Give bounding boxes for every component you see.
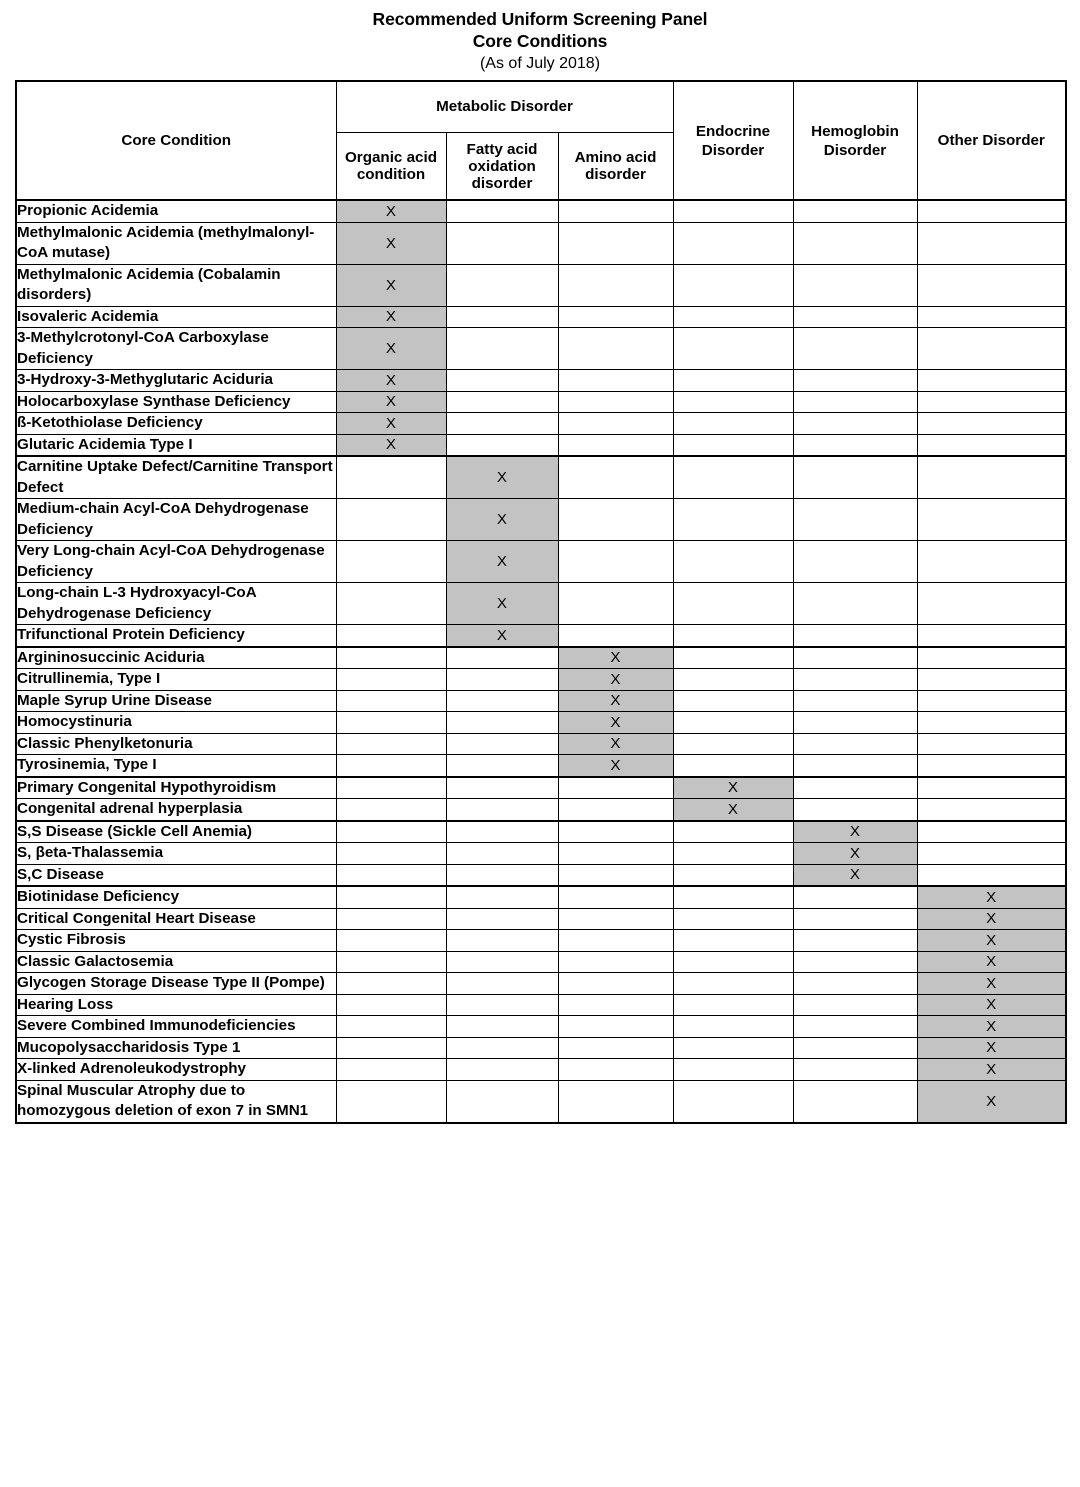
cell-organic_acid bbox=[336, 799, 446, 821]
cell-endocrine bbox=[673, 541, 793, 583]
cell-organic_acid bbox=[336, 973, 446, 995]
table-row bbox=[16, 625, 1066, 647]
table-row bbox=[16, 200, 1066, 222]
table-row bbox=[16, 541, 1066, 583]
condition-name-cell: Hearing Loss bbox=[16, 994, 336, 1016]
cell-organic_acid: X bbox=[336, 222, 446, 264]
cell-endocrine bbox=[673, 625, 793, 647]
table-row bbox=[16, 886, 1066, 908]
cell-organic_acid: X bbox=[336, 200, 446, 222]
cell-organic_acid bbox=[336, 1059, 446, 1081]
cell-fatty_acid_oxidation bbox=[446, 712, 558, 734]
table-row bbox=[16, 930, 1066, 952]
table-header bbox=[16, 81, 1066, 200]
cell-fatty_acid_oxidation bbox=[446, 799, 558, 821]
cell-hemoglobin bbox=[793, 413, 917, 435]
cell-amino_acid bbox=[558, 777, 673, 799]
table-row bbox=[16, 499, 1066, 541]
table-row bbox=[16, 821, 1066, 843]
condition-name-cell: Methylmalonic Acidemia (methylmalonyl-CoA mutase) bbox=[16, 222, 336, 264]
cell-endocrine bbox=[673, 690, 793, 712]
cell-other bbox=[917, 200, 1066, 222]
cell-other: X bbox=[917, 1059, 1066, 1081]
cell-hemoglobin bbox=[793, 541, 917, 583]
table-row bbox=[16, 669, 1066, 691]
cell-endocrine bbox=[673, 264, 793, 306]
cell-fatty_acid_oxidation bbox=[446, 994, 558, 1016]
cell-endocrine bbox=[673, 1059, 793, 1081]
cell-amino_acid: X bbox=[558, 647, 673, 669]
condition-name-cell: Glutaric Acidemia Type I bbox=[16, 434, 336, 456]
condition-name-cell: Isovaleric Acidemia bbox=[16, 306, 336, 328]
cell-endocrine bbox=[673, 499, 793, 541]
condition-name-cell: Mucopolysaccharidosis Type 1 bbox=[16, 1037, 336, 1059]
cell-organic_acid bbox=[336, 541, 446, 583]
cell-organic_acid: X bbox=[336, 264, 446, 306]
cell-fatty_acid_oxidation: X bbox=[446, 583, 558, 625]
cell-organic_acid: X bbox=[336, 306, 446, 328]
cell-hemoglobin bbox=[793, 930, 917, 952]
cell-fatty_acid_oxidation bbox=[446, 690, 558, 712]
cell-endocrine: X bbox=[673, 777, 793, 799]
cell-amino_acid: X bbox=[558, 669, 673, 691]
cell-amino_acid bbox=[558, 499, 673, 541]
cell-fatty_acid_oxidation bbox=[446, 951, 558, 973]
table-row bbox=[16, 777, 1066, 799]
cell-endocrine bbox=[673, 200, 793, 222]
condition-name-cell: 3-Methylcrotonyl-CoA Carboxylase Deficiency bbox=[16, 328, 336, 370]
condition-name-cell: 3-Hydroxy-3-Methyglutaric Aciduria bbox=[16, 370, 336, 392]
cell-other bbox=[917, 755, 1066, 777]
cell-hemoglobin bbox=[793, 625, 917, 647]
cell-endocrine bbox=[673, 434, 793, 456]
cell-hemoglobin bbox=[793, 391, 917, 413]
condition-name-cell: Very Long-chain Acyl-CoA Dehydrogenase Deficiency bbox=[16, 541, 336, 583]
cell-amino_acid bbox=[558, 908, 673, 930]
table-row bbox=[16, 222, 1066, 264]
cell-fatty_acid_oxidation bbox=[446, 1059, 558, 1081]
cell-hemoglobin bbox=[793, 200, 917, 222]
cell-amino_acid bbox=[558, 973, 673, 995]
cell-endocrine bbox=[673, 306, 793, 328]
column-header-core-condition: Core Condition bbox=[16, 81, 336, 200]
cell-organic_acid: X bbox=[336, 370, 446, 392]
cell-fatty_acid_oxidation bbox=[446, 755, 558, 777]
cell-amino_acid bbox=[558, 951, 673, 973]
cell-fatty_acid_oxidation bbox=[446, 669, 558, 691]
cell-hemoglobin bbox=[793, 908, 917, 930]
cell-endocrine bbox=[673, 712, 793, 734]
condition-name-cell: Argininosuccinic Aciduria bbox=[16, 647, 336, 669]
cell-other bbox=[917, 690, 1066, 712]
condition-name-cell: S,C Disease bbox=[16, 864, 336, 886]
cell-fatty_acid_oxidation: X bbox=[446, 499, 558, 541]
cell-hemoglobin bbox=[793, 456, 917, 499]
condition-name-cell: Critical Congenital Heart Disease bbox=[16, 908, 336, 930]
cell-organic_acid bbox=[336, 647, 446, 669]
cell-other bbox=[917, 712, 1066, 734]
cell-other bbox=[917, 541, 1066, 583]
cell-hemoglobin bbox=[793, 434, 917, 456]
cell-amino_acid bbox=[558, 222, 673, 264]
column-header-metabolic-disorder: Metabolic Disorder bbox=[336, 81, 673, 133]
cell-fatty_acid_oxidation bbox=[446, 886, 558, 908]
cell-organic_acid bbox=[336, 1037, 446, 1059]
cell-endocrine bbox=[673, 733, 793, 755]
table-row bbox=[16, 864, 1066, 886]
cell-amino_acid bbox=[558, 1037, 673, 1059]
cell-endocrine bbox=[673, 886, 793, 908]
cell-fatty_acid_oxidation bbox=[446, 391, 558, 413]
cell-other bbox=[917, 777, 1066, 799]
table-header-row-1 bbox=[16, 81, 1066, 133]
table-row bbox=[16, 755, 1066, 777]
table-row bbox=[16, 1016, 1066, 1038]
cell-amino_acid: X bbox=[558, 690, 673, 712]
condition-name-cell: Biotinidase Deficiency bbox=[16, 886, 336, 908]
table-row bbox=[16, 434, 1066, 456]
cell-other: X bbox=[917, 951, 1066, 973]
cell-fatty_acid_oxidation bbox=[446, 777, 558, 799]
condition-name-cell: S, βeta-Thalassemia bbox=[16, 843, 336, 865]
cell-other bbox=[917, 456, 1066, 499]
cell-amino_acid bbox=[558, 541, 673, 583]
cell-hemoglobin bbox=[793, 370, 917, 392]
cell-endocrine bbox=[673, 1037, 793, 1059]
condition-name-cell: Classic Phenylketonuria bbox=[16, 733, 336, 755]
cell-fatty_acid_oxidation bbox=[446, 434, 558, 456]
cell-fatty_acid_oxidation bbox=[446, 306, 558, 328]
cell-other bbox=[917, 370, 1066, 392]
table-row bbox=[16, 370, 1066, 392]
cell-other bbox=[917, 821, 1066, 843]
condition-name-cell: Citrullinemia, Type I bbox=[16, 669, 336, 691]
cell-hemoglobin bbox=[793, 799, 917, 821]
cell-other bbox=[917, 222, 1066, 264]
cell-fatty_acid_oxidation bbox=[446, 200, 558, 222]
cell-endocrine bbox=[673, 843, 793, 865]
cell-other: X bbox=[917, 1080, 1066, 1123]
cell-endocrine bbox=[673, 930, 793, 952]
cell-amino_acid: X bbox=[558, 755, 673, 777]
cell-fatty_acid_oxidation: X bbox=[446, 625, 558, 647]
page-title-date: (As of July 2018) bbox=[479, 55, 601, 72]
table-row bbox=[16, 391, 1066, 413]
cell-fatty_acid_oxidation bbox=[446, 328, 558, 370]
cell-hemoglobin bbox=[793, 777, 917, 799]
column-header-hemoglobin-disorder: Hemoglobin Disorder bbox=[793, 81, 917, 200]
cell-amino_acid bbox=[558, 625, 673, 647]
cell-organic_acid bbox=[336, 1080, 446, 1123]
cell-amino_acid bbox=[558, 413, 673, 435]
condition-name-cell: Classic Galactosemia bbox=[16, 951, 336, 973]
cell-amino_acid bbox=[558, 328, 673, 370]
cell-amino_acid bbox=[558, 264, 673, 306]
page-title-line-1: Recommended Uniform Screening Panel bbox=[372, 9, 708, 29]
cell-endocrine bbox=[673, 370, 793, 392]
cell-hemoglobin bbox=[793, 1080, 917, 1123]
cell-amino_acid bbox=[558, 930, 673, 952]
cell-hemoglobin bbox=[793, 712, 917, 734]
cell-other: X bbox=[917, 886, 1066, 908]
column-header-fatty-acid-oxidation-disorder: Fatty acid oxidation disorder bbox=[446, 133, 558, 201]
cell-amino_acid: X bbox=[558, 712, 673, 734]
cell-other: X bbox=[917, 973, 1066, 995]
cell-amino_acid bbox=[558, 583, 673, 625]
condition-name-cell: Maple Syrup Urine Disease bbox=[16, 690, 336, 712]
table-row bbox=[16, 306, 1066, 328]
page-title-line-2: Core Conditions bbox=[472, 31, 608, 51]
core-conditions-table bbox=[15, 80, 1067, 1124]
condition-name-cell: Glycogen Storage Disease Type II (Pompe) bbox=[16, 973, 336, 995]
cell-hemoglobin bbox=[793, 951, 917, 973]
cell-hemoglobin bbox=[793, 583, 917, 625]
cell-endocrine bbox=[673, 669, 793, 691]
cell-organic_acid bbox=[336, 669, 446, 691]
cell-organic_acid bbox=[336, 821, 446, 843]
cell-fatty_acid_oxidation bbox=[446, 1037, 558, 1059]
cell-organic_acid: X bbox=[336, 413, 446, 435]
cell-amino_acid bbox=[558, 391, 673, 413]
table-row bbox=[16, 994, 1066, 1016]
cell-hemoglobin bbox=[793, 733, 917, 755]
cell-hemoglobin bbox=[793, 886, 917, 908]
condition-name-cell: Cystic Fibrosis bbox=[16, 930, 336, 952]
table-row bbox=[16, 712, 1066, 734]
table-row bbox=[16, 1059, 1066, 1081]
cell-organic_acid bbox=[336, 951, 446, 973]
column-header-organic-acid-condition: Organic acid condition bbox=[336, 133, 446, 201]
cell-endocrine bbox=[673, 951, 793, 973]
cell-hemoglobin bbox=[793, 306, 917, 328]
cell-endocrine bbox=[673, 994, 793, 1016]
cell-amino_acid bbox=[558, 1059, 673, 1081]
cell-endocrine bbox=[673, 391, 793, 413]
cell-fatty_acid_oxidation bbox=[446, 843, 558, 865]
cell-other bbox=[917, 669, 1066, 691]
cell-other bbox=[917, 391, 1066, 413]
cell-amino_acid bbox=[558, 799, 673, 821]
cell-amino_acid bbox=[558, 994, 673, 1016]
cell-amino_acid bbox=[558, 306, 673, 328]
condition-name-cell: ß-Ketothiolase Deficiency bbox=[16, 413, 336, 435]
cell-organic_acid: X bbox=[336, 391, 446, 413]
cell-other bbox=[917, 625, 1066, 647]
condition-name-cell: Homocystinuria bbox=[16, 712, 336, 734]
cell-fatty_acid_oxidation bbox=[446, 930, 558, 952]
table-row bbox=[16, 456, 1066, 499]
table-row bbox=[16, 908, 1066, 930]
cell-fatty_acid_oxidation bbox=[446, 413, 558, 435]
table-row bbox=[16, 264, 1066, 306]
cell-organic_acid bbox=[336, 456, 446, 499]
cell-other bbox=[917, 413, 1066, 435]
cell-organic_acid bbox=[336, 908, 446, 930]
cell-amino_acid bbox=[558, 843, 673, 865]
condition-name-cell: Medium-chain Acyl-CoA Dehydrogenase Deficiency bbox=[16, 499, 336, 541]
condition-name-cell: X-linked Adrenoleukodystrophy bbox=[16, 1059, 336, 1081]
cell-organic_acid bbox=[336, 690, 446, 712]
cell-endocrine: X bbox=[673, 799, 793, 821]
cell-fatty_acid_oxidation bbox=[446, 864, 558, 886]
condition-name-cell: Holocarboxylase Synthase Deficiency bbox=[16, 391, 336, 413]
cell-other: X bbox=[917, 930, 1066, 952]
cell-fatty_acid_oxidation bbox=[446, 264, 558, 306]
cell-fatty_acid_oxidation: X bbox=[446, 456, 558, 499]
column-header-endocrine-disorder: Endocrine Disorder bbox=[673, 81, 793, 200]
cell-other bbox=[917, 583, 1066, 625]
condition-name-cell: Propionic Acidemia bbox=[16, 200, 336, 222]
cell-other bbox=[917, 306, 1066, 328]
condition-name-cell: Trifunctional Protein Deficiency bbox=[16, 625, 336, 647]
table-row bbox=[16, 951, 1066, 973]
cell-fatty_acid_oxidation bbox=[446, 370, 558, 392]
cell-other bbox=[917, 328, 1066, 370]
cell-hemoglobin bbox=[793, 669, 917, 691]
cell-amino_acid: X bbox=[558, 733, 673, 755]
cell-hemoglobin bbox=[793, 973, 917, 995]
cell-other bbox=[917, 864, 1066, 886]
cell-organic_acid bbox=[336, 864, 446, 886]
cell-organic_acid bbox=[336, 1016, 446, 1038]
cell-hemoglobin bbox=[793, 264, 917, 306]
column-header-amino-acid-disorder: Amino acid disorder bbox=[558, 133, 673, 201]
cell-other bbox=[917, 434, 1066, 456]
cell-amino_acid bbox=[558, 1080, 673, 1123]
cell-fatty_acid_oxidation bbox=[446, 222, 558, 264]
cell-organic_acid bbox=[336, 499, 446, 541]
cell-hemoglobin bbox=[793, 328, 917, 370]
cell-organic_acid bbox=[336, 712, 446, 734]
cell-endocrine bbox=[673, 864, 793, 886]
cell-hemoglobin bbox=[793, 647, 917, 669]
cell-fatty_acid_oxidation bbox=[446, 973, 558, 995]
cell-endocrine bbox=[673, 647, 793, 669]
cell-hemoglobin: X bbox=[793, 864, 917, 886]
cell-fatty_acid_oxidation bbox=[446, 647, 558, 669]
cell-organic_acid bbox=[336, 930, 446, 952]
condition-name-cell: Long-chain L-3 Hydroxyacyl-CoA Dehydrogenase Deficiency bbox=[16, 583, 336, 625]
cell-endocrine bbox=[673, 755, 793, 777]
cell-endocrine bbox=[673, 328, 793, 370]
cell-endocrine bbox=[673, 456, 793, 499]
cell-organic_acid bbox=[336, 755, 446, 777]
cell-endocrine bbox=[673, 973, 793, 995]
table-row bbox=[16, 647, 1066, 669]
condition-name-cell: Methylmalonic Acidemia (Cobalamin disorders) bbox=[16, 264, 336, 306]
table-body bbox=[16, 200, 1066, 1123]
cell-amino_acid bbox=[558, 370, 673, 392]
condition-name-cell: Severe Combined Immunodeficiencies bbox=[16, 1016, 336, 1038]
cell-organic_acid bbox=[336, 886, 446, 908]
table-row bbox=[16, 583, 1066, 625]
table-row bbox=[16, 973, 1066, 995]
cell-amino_acid bbox=[558, 1016, 673, 1038]
cell-fatty_acid_oxidation: X bbox=[446, 541, 558, 583]
cell-amino_acid bbox=[558, 434, 673, 456]
condition-name-cell: Carnitine Uptake Defect/Carnitine Transport Defect bbox=[16, 456, 336, 499]
cell-amino_acid bbox=[558, 886, 673, 908]
cell-endocrine bbox=[673, 583, 793, 625]
cell-fatty_acid_oxidation bbox=[446, 1016, 558, 1038]
cell-other: X bbox=[917, 908, 1066, 930]
cell-hemoglobin bbox=[793, 1016, 917, 1038]
cell-fatty_acid_oxidation bbox=[446, 733, 558, 755]
cell-organic_acid bbox=[336, 583, 446, 625]
cell-amino_acid bbox=[558, 200, 673, 222]
cell-fatty_acid_oxidation bbox=[446, 908, 558, 930]
cell-amino_acid bbox=[558, 821, 673, 843]
table-row bbox=[16, 1080, 1066, 1123]
cell-hemoglobin bbox=[793, 499, 917, 541]
cell-other bbox=[917, 264, 1066, 306]
cell-amino_acid bbox=[558, 864, 673, 886]
table-row bbox=[16, 413, 1066, 435]
cell-other: X bbox=[917, 994, 1066, 1016]
cell-other: X bbox=[917, 1037, 1066, 1059]
cell-endocrine bbox=[673, 1080, 793, 1123]
cell-other bbox=[917, 733, 1066, 755]
table-row bbox=[16, 328, 1066, 370]
condition-name-cell: S,S Disease (Sickle Cell Anemia) bbox=[16, 821, 336, 843]
cell-other: X bbox=[917, 1016, 1066, 1038]
cell-amino_acid bbox=[558, 456, 673, 499]
cell-fatty_acid_oxidation bbox=[446, 1080, 558, 1123]
cell-organic_acid bbox=[336, 733, 446, 755]
cell-organic_acid: X bbox=[336, 328, 446, 370]
column-header-other-disorder: Other Disorder bbox=[917, 81, 1066, 200]
core-conditions-table-wrap bbox=[15, 80, 1065, 1124]
cell-hemoglobin: X bbox=[793, 843, 917, 865]
cell-hemoglobin bbox=[793, 1059, 917, 1081]
cell-other bbox=[917, 499, 1066, 541]
cell-hemoglobin bbox=[793, 994, 917, 1016]
cell-endocrine bbox=[673, 908, 793, 930]
cell-organic_acid bbox=[336, 994, 446, 1016]
cell-other bbox=[917, 647, 1066, 669]
cell-endocrine bbox=[673, 821, 793, 843]
document-title-block bbox=[0, 0, 1080, 75]
condition-name-cell: Tyrosinemia, Type I bbox=[16, 755, 336, 777]
table-row bbox=[16, 733, 1066, 755]
cell-hemoglobin bbox=[793, 222, 917, 264]
table-row bbox=[16, 1037, 1066, 1059]
table-row bbox=[16, 690, 1066, 712]
cell-hemoglobin: X bbox=[793, 821, 917, 843]
cell-other bbox=[917, 799, 1066, 821]
cell-endocrine bbox=[673, 222, 793, 264]
table-row bbox=[16, 799, 1066, 821]
cell-hemoglobin bbox=[793, 755, 917, 777]
cell-hemoglobin bbox=[793, 690, 917, 712]
cell-organic_acid bbox=[336, 625, 446, 647]
cell-other bbox=[917, 843, 1066, 865]
cell-fatty_acid_oxidation bbox=[446, 821, 558, 843]
cell-organic_acid bbox=[336, 777, 446, 799]
condition-name-cell: Primary Congenital Hypothyroidism bbox=[16, 777, 336, 799]
condition-name-cell: Congenital adrenal hyperplasia bbox=[16, 799, 336, 821]
cell-hemoglobin bbox=[793, 1037, 917, 1059]
condition-name-cell: Spinal Muscular Atrophy due to homozygous deletion of exon 7 in SMN1 bbox=[16, 1080, 336, 1123]
cell-endocrine bbox=[673, 413, 793, 435]
cell-organic_acid bbox=[336, 843, 446, 865]
cell-endocrine bbox=[673, 1016, 793, 1038]
cell-organic_acid: X bbox=[336, 434, 446, 456]
table-row bbox=[16, 843, 1066, 865]
